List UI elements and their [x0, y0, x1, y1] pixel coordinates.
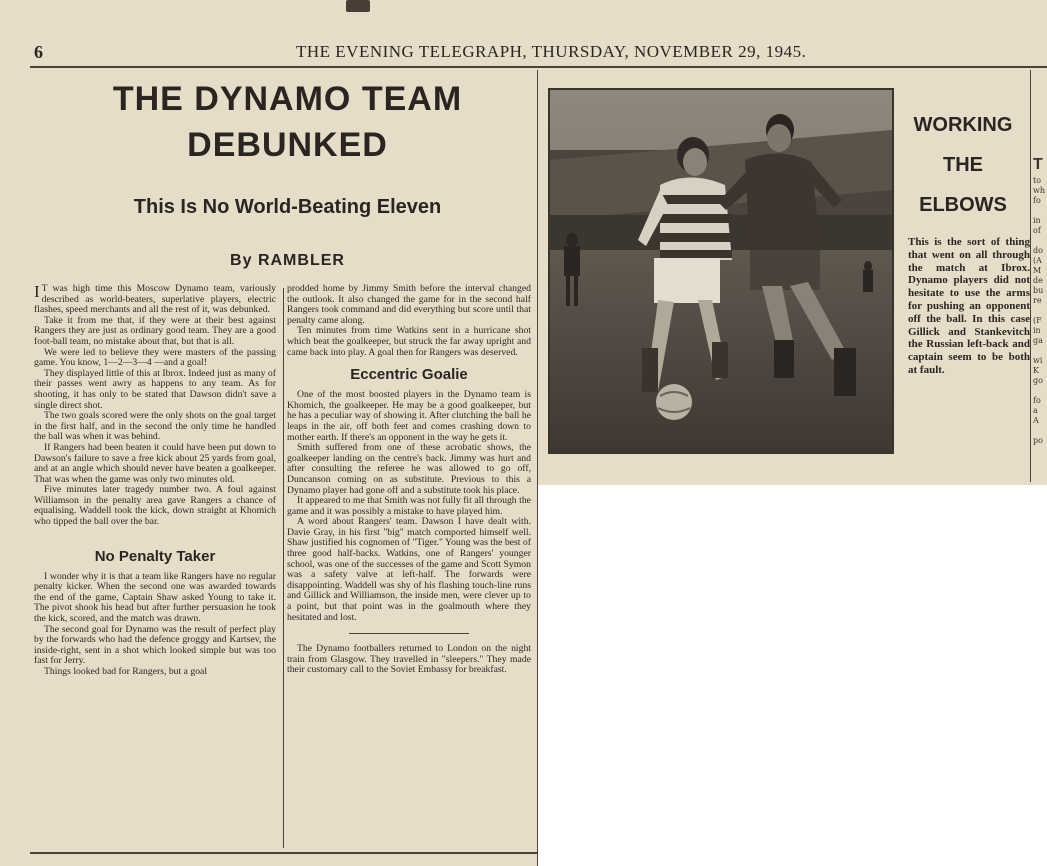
subheadline: This Is No World-Beating Eleven [133, 196, 442, 218]
paragraph: It appeared to me that Smith was not fully fit all through the game and it was possibly a mistake to have played him. [287, 495, 531, 517]
section-heading-eccentric-goalie: Eccentric Goalie [350, 366, 468, 384]
scan-blank-area [538, 485, 1047, 866]
paragraph: Take it from me that, if they were at their best against Rangers they are just as ordinary good team. They are a good foot-ball team, no mistake about that, but that is all. [34, 314, 276, 347]
fragment-text: fo [1033, 396, 1041, 405]
paragraph: We were led to believe they were masters of the passing game. You know, 1—2—3—4 —and a goal! [34, 346, 276, 369]
paragraph: Things looked bad for Rangers, but a goal [44, 666, 208, 677]
paragraph: Five minutes later tragedy number two. A foul against Williamson in the penalty area gave Rangers a chance of equalising. Waddell took the kick, down straight at Khomich who tipped the ball over the bar. [34, 484, 276, 528]
bottom-rule [30, 852, 538, 854]
masthead-ornament [346, 0, 370, 12]
photo-caption: This is the sort of thing that went on all through the match at Ibrox. Dynamo players did not hesitate to use the arms for pushing an opponent off the ball. In this case Gillick and Stankevitch the Russian left-back and captain seem to be both at fault. [908, 236, 1030, 376]
article-column-2 [287, 284, 531, 676]
adjacent-column-fragment [1033, 70, 1047, 482]
paragraph: The Dynamo footballers returned to London on the night train from Glasgow. They travelled in "sleepers." They made their customary call to the Soviet Embassy for breakfast. [287, 643, 531, 676]
fragment-letter: T [1033, 156, 1043, 173]
short-rule [349, 633, 469, 634]
headline-line2: DEBUNKED [187, 126, 388, 164]
article-column-1 [34, 284, 276, 678]
fragment-text: go [1033, 376, 1043, 385]
fragment-text: to [1033, 176, 1042, 185]
paragraph: IT was high time this Moscow Dynamo team, variously described as world-beaters, superlative players, electric flashes, speed merchants and all the rest of it, was debunked. [34, 282, 276, 316]
fragment-text: wi [1033, 356, 1043, 365]
paragraph: I wonder why it is that a team like Rangers have no regular penalty kicker. When the second one was awarded towards the end of the game, Captain Shaw asked Young to take it. The pivot shook his head but after further persuasion he took the kick, scored, and the match was drawn. [34, 570, 276, 625]
fragment-text: wh [1033, 186, 1045, 195]
dateline-rule [30, 66, 1047, 68]
page-number: 6 [34, 42, 44, 62]
fragment-text: in [1033, 216, 1041, 225]
fragment-text: K [1033, 366, 1039, 375]
paragraph: They displayed little of this at Ibrox. Indeed just as many of their passes went awry as happens to any team. As for shooting, it has only to be stated that Dawson didn't save a single direct shot. [34, 367, 276, 411]
fragment-text: M [1033, 266, 1042, 275]
paragraph: One of the most boosted players in the Dynamo team is Khomich, the goalkeeper. He may be a good goalkeeper, but he has a peculiar way of showing it. After clutching the ball he leaps in the air, off both feet and comes crashing down to mother earth. If there's an opponent in the way he gets it. [287, 389, 531, 443]
fragment-text: of [1033, 226, 1041, 235]
dateline-text: THE EVENING TELEGRAPH, THURSDAY, NOVEMBER 29, 1945. [296, 42, 807, 61]
paragraph: prodded home by Jimmy Smith before the interval changed the outlook. It also changed the game for in the second half Rangers took command and did everything but score until that penalty came along. [287, 283, 531, 326]
fragment-text: ga [1033, 336, 1043, 345]
paragraph: The second goal for Dynamo was the result of perfect play by the forwards who had the defence groggy and Kartsev, the inside-right, sent in a shot which looked simple but was too fast for Jerry. [34, 623, 276, 667]
paragraph: Smith suffered from one of these acrobatic shows, the goalkeeper landing on the centre's back. Jimmy was hurt and after consulting the referee he was allowed to go off, Duncanson coming on as substitute. Previous to this a Dynamo player had gone off and a substitute took his place. [287, 442, 531, 496]
byline: By RAMBLER [230, 252, 345, 269]
fragment-text: a [1033, 406, 1038, 415]
photo-title-line3: ELBOWS [919, 194, 1007, 216]
dateline [0, 40, 1047, 62]
fragment-text: bu [1033, 286, 1044, 295]
paragraph: Ten minutes from time Watkins sent in a hurricane shot which beat the goalkeeper, but struck the far away upright and came back into play. A goal then for Rangers was deserved. [287, 325, 531, 358]
fragment-text: de [1033, 276, 1043, 285]
photo-title-line1: WORKING [913, 114, 1013, 136]
fragment-text: do [1033, 246, 1043, 255]
column-rule-mid [283, 288, 284, 848]
fragment-text: (F [1033, 316, 1042, 325]
fragment-text: in [1033, 326, 1041, 335]
fragment-text: (A [1033, 256, 1042, 265]
fragment-text: po [1033, 436, 1043, 445]
fragment-text: fo [1033, 196, 1041, 205]
paragraph: A word about Rangers' team. Dawson I have dealt with. Davie Gray, in his first "big" match comported himself well. Shaw justified his cognomen of "Tiger." Young was the best of three good half-backs. Watkins, one of Rangers' younger school, was one of the successes of the game and Scott Symon was a safety valve at left-half. The forwards were disappointing. Waddell was shy of his flashing touch-line runs and Gillick and Williamson, the inside men, were clever up to a point, but that point was in the goalmouth where they hesitated and lost. [287, 516, 531, 623]
match-photo [548, 88, 894, 454]
fragment-text: re [1033, 296, 1042, 305]
photo-title-line2: THE [943, 154, 983, 176]
paragraph: If Rangers had been beaten it could have been put down to Dawson's failure to save a free kick about 25 yards from goal, and at an angle which should never have beaten a goalkeeper. That was when the game was only two minutes old. [34, 441, 276, 485]
fragment-text: A [1033, 416, 1039, 425]
column-rule-right [1030, 70, 1031, 482]
paragraph: The two goals scored were the only shots on the goal target in the first half, and in the second the only time he handled the ball was when it was behind. [34, 410, 276, 443]
section-heading-no-penalty: No Penalty Taker [94, 547, 216, 565]
headline-line1: THE DYNAMO TEAM [112, 80, 463, 118]
football-action-image [550, 90, 892, 452]
